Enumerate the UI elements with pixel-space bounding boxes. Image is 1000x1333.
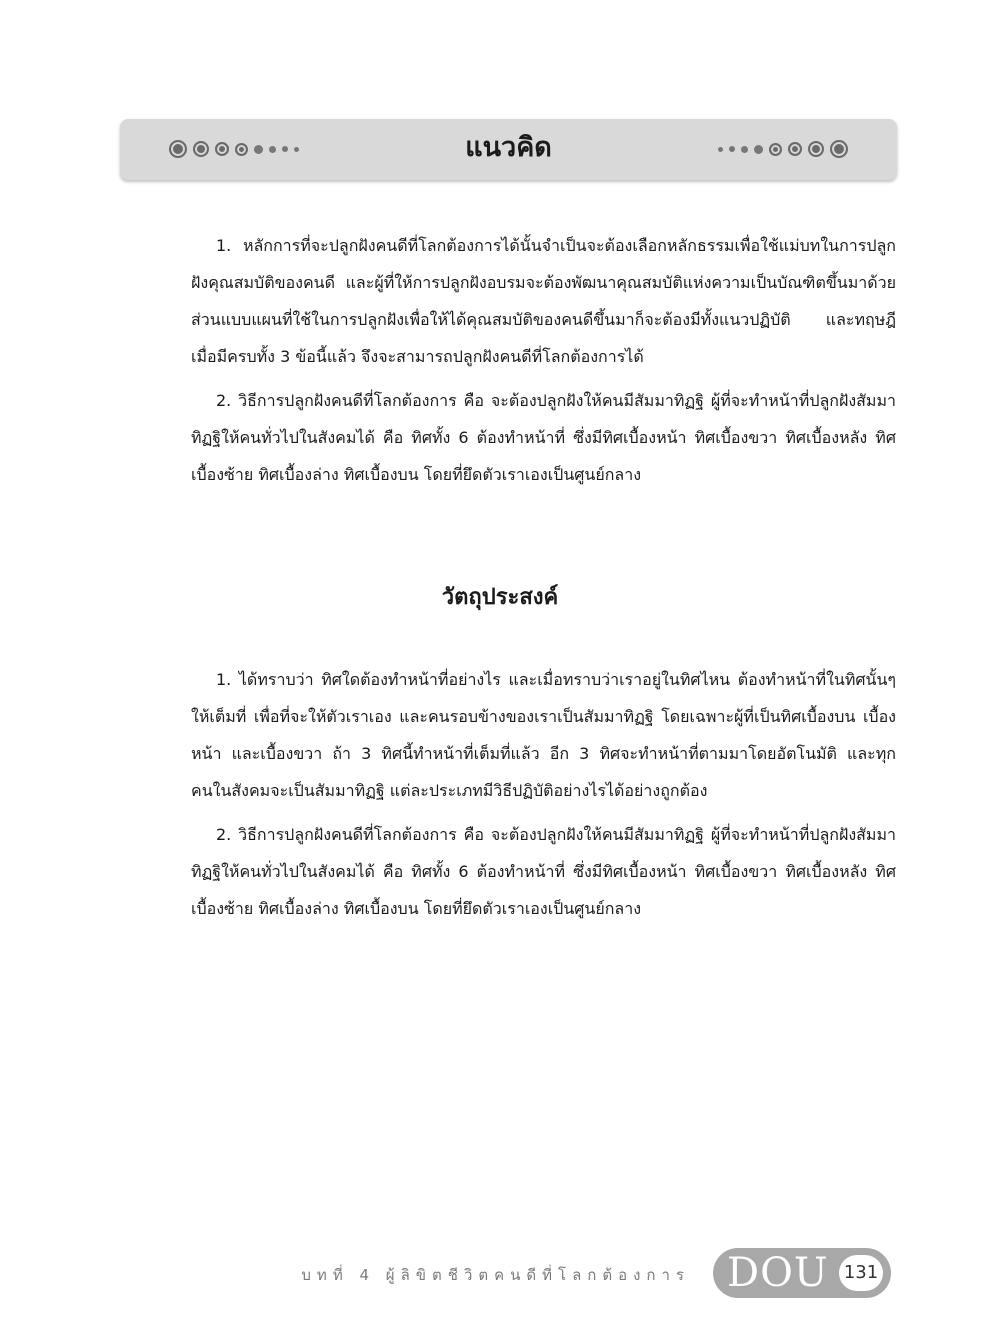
concept-paragraph: 1. หลักการที่จะปลูกฝังคนดีที่โลกต้องการได้นั้นจำเป็นจะต้องเลือกหลักธรรมเพื่อใช้แม่บทในการปลูกฝังคุณสมบัติของคนดี และผู้ที่ให้การปลูกฝังอบรมจะต้องพัฒนาคุณสมบัติแห่งความเป็นบัณฑิตขึ้นมาด้วย ส่วนแบบแผนที่ใช้ในการปลูกฝังเพื่อให้ได้คุณสมบัติของคนดีขึ้นมาก็จะต้องมีทั้งแนวปฏิบัติ และทฤษฎี เมื่อมีครบทั้ง 3 ข้อนี้แล้ว จึงจะสามารถปลูกฝังคนดีที่โลกต้องการได้ xyxy=(191,236,896,366)
banner-title: แนวคิด xyxy=(465,132,552,163)
concepts-section xyxy=(191,227,896,500)
objectives-heading: วัตถุประสงค์ xyxy=(441,585,559,610)
objective-paragraph: 1. ได้ทราบว่า ทิศใดต้องทำหน้าที่อย่างไร และเมื่อทราบว่าเราอยู่ในทิศไหน ต้องทำหน้าที่ในทิศนั้นๆ ให้เต็มที่ เพื่อที่จะให้ตัวเราเอง และคนรอบข้างของเราเป็นสัมมาทิฏฐิ โดยเฉพาะผู้ที่เป็นทิศเบื้องบน เบื้องหน้า และเบื้องขวา ถ้า 3 ทิศนี้ทำหน้าที่เต็มที่แล้ว อีก 3 ทิศจะทำหน้าที่ตามมาโดยอัตโนมัติ และทุกคนในสังคมจะเป็นสัมมาทิฏฐิ แต่ละประเภทมีวิธีปฏิบัติอย่างไรได้อย่างถูกต้อง xyxy=(191,670,896,800)
section-banner xyxy=(120,119,897,180)
decorative-dots-right xyxy=(715,134,851,164)
objective-paragraph: 2. วิธีการปลูกฝังคนดีที่โลกต้องการ คือ จะต้องปลูกฝังให้คนมีสัมมาทิฏฐิ ผู้ที่จะทำหน้าที่ปลูกฝังสัมมาทิฏฐิให้คนทั่วไปในสังคมได้ คือ ทิศทั้ง 6 ต้องทำหน้าที่ ซึ่งมีทิศเบื้องหน้า ทิศเบื้องขวา ทิศเบื้องหลัง ทิศเบื้องซ้าย ทิศเบื้องล่าง ทิศเบื้องบน โดยที่ยึดตัวเราเองเป็นศูนย์กลาง xyxy=(191,825,896,918)
footer-chapter-title: บทที่ 4 ผู้ลิขิตชีวิตคนดีที่โลกต้องการ xyxy=(301,1266,690,1284)
footer-badge xyxy=(713,1248,891,1298)
page-number: 131 xyxy=(839,1255,883,1291)
concept-paragraph: 2. วิธีการปลูกฝังคนดีที่โลกต้องการ คือ จะต้องปลูกฝังให้คนมีสัมมาทิฏฐิ ผู้ที่จะทำหน้าที่ปลูกฝังสัมมาทิฏฐิให้คนทั่วไปในสังคมได้ คือ ทิศทั้ง 6 ต้องทำหน้าที่ ซึ่งมีทิศเบื้องหน้า ทิศเบื้องขวา ทิศเบื้องหลัง ทิศเบื้องซ้าย ทิศเบื้องล่าง ทิศเบื้องบน โดยที่ยึดตัวเราเองเป็นศูนย์กลาง xyxy=(191,391,896,484)
objectives-section xyxy=(191,661,896,934)
brand-logo-text: DOU xyxy=(727,1250,829,1296)
